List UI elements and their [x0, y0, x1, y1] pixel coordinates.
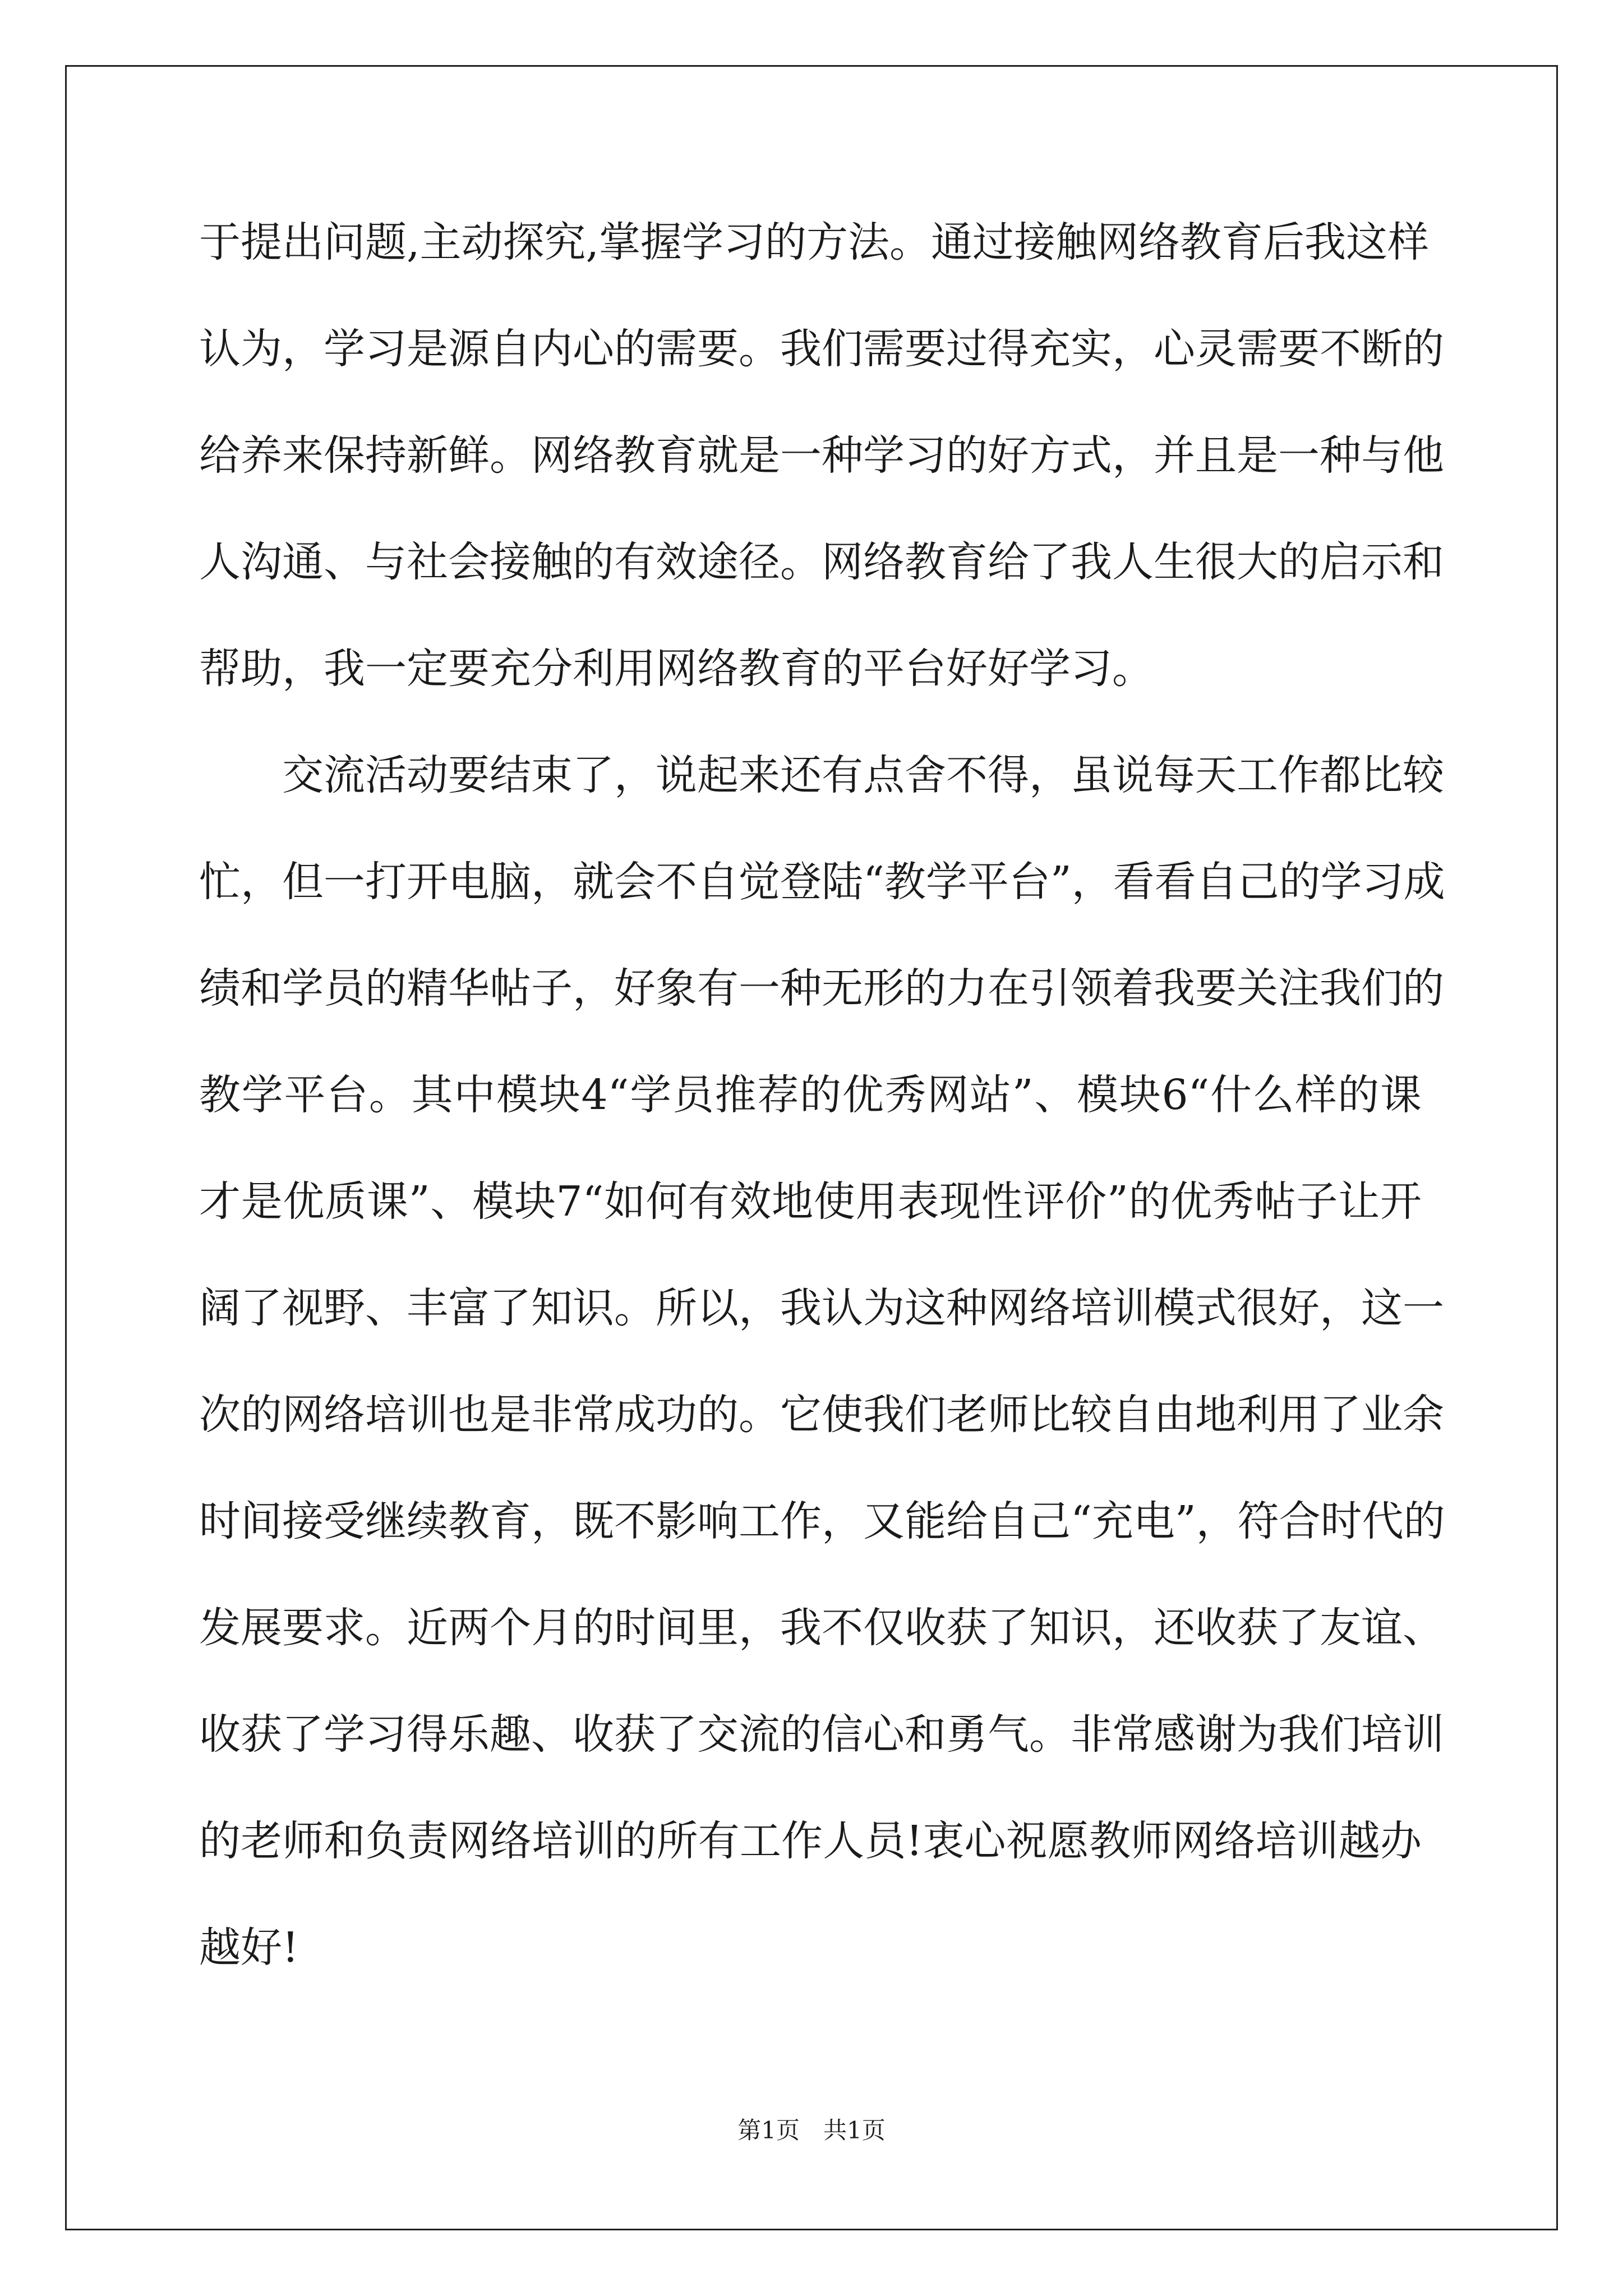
text-line: 越好! [199, 1924, 299, 1972]
text-line: 时间接受继续教育，既不影响工作，又能给自己“充电”，符合时代的 [199, 1497, 1445, 1545]
text-line: 的老师和负责网络培训的所有工作人员!衷心祝愿教师网络培训越办 [199, 1817, 1422, 1865]
page-footer [0, 2114, 1623, 2147]
text-line: 帮助，我一定要充分利用网络教育的平台好好学习。 [199, 645, 1154, 693]
text-line: 给养来保持新鲜。网络教育就是一种学习的好方式，并且是一种与他 [199, 431, 1444, 480]
paragraph-2 [199, 746, 1445, 2025]
text-line: 发展要求。近两个月的时间里，我不仅收获了知识，还收获了友谊、 [199, 1604, 1444, 1652]
text-line: 人沟通、与社会接触的有效途径。网络教育给了我人生很大的启示和 [199, 538, 1444, 586]
text-line: 绩和学员的精华帖子，好象有一种无形的力在引领着我要关注我们的 [199, 964, 1444, 1013]
text-line: 教学平台。其中模块4“学员推荐的优秀网站”、模块6“什么样的课 [199, 1071, 1422, 1119]
text-line: 忙，但一打开电脑，就会不自觉登陆“教学平台”，看看自己的学习成 [199, 858, 1445, 906]
text-line: 才是优质课”、模块7“如何有效地使用表现性评价”的优秀帖子让开 [199, 1177, 1422, 1226]
text-line: 于提出问题,主动探究,掌握学习的方法。通过接触网络教育后我这样 [199, 218, 1430, 266]
text-line: 次的网络培训也是非常成功的。它使我们老师比较自由地利用了业余 [199, 1391, 1444, 1439]
text-line: 交流活动要结束了，说起来还有点舍不得，虽说每天工作都比较 [282, 751, 1444, 799]
text-line: 认为，学习是源自内心的需要。我们需要过得充实，心灵需要不断的 [199, 325, 1444, 373]
paragraph-1 [199, 213, 1444, 746]
text-line: 收获了学习得乐趣、收获了交流的信心和勇气。非常感谢为我们培训 [199, 1710, 1444, 1759]
text-line: 阔了视野、丰富了知识。所以，我认为这种网络培训模式很好，这一 [199, 1284, 1444, 1332]
document-body [199, 213, 1445, 2025]
page-number: 第1页 共1页 [737, 2116, 886, 2144]
